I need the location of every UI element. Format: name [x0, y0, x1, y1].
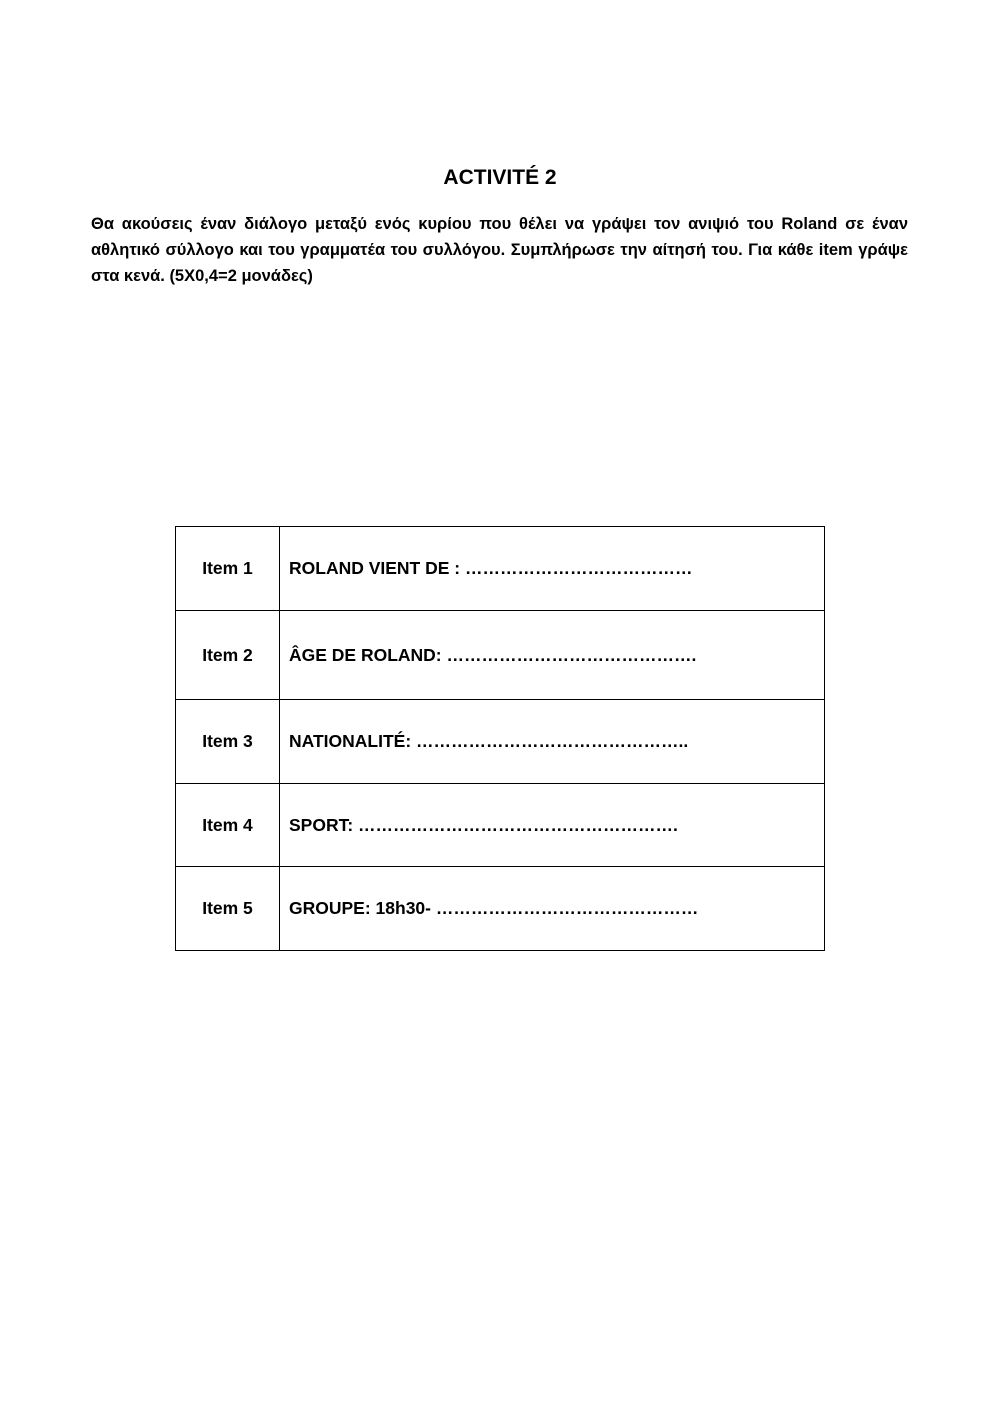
item-label: Item 2 — [176, 611, 280, 700]
item-answer-field[interactable]: ROLAND VIENT DE : ………………………………… — [280, 527, 825, 611]
item-label: Item 1 — [176, 527, 280, 611]
table-row — [176, 527, 825, 611]
answer-table — [175, 526, 825, 951]
table-row — [176, 611, 825, 700]
item-answer-field[interactable]: SPORT: ………………………………………………. — [280, 784, 825, 867]
item-answer-field[interactable]: ÂGE DE ROLAND: ……………………………………. — [280, 611, 825, 700]
page-title: ACTIVITÉ 2 — [443, 166, 557, 189]
table-row — [176, 700, 825, 784]
item-label: Item 4 — [176, 784, 280, 867]
item-answer-field[interactable]: GROUPE: 18h30- ……………………………………… — [280, 867, 825, 951]
table-row — [176, 867, 825, 951]
instructions: Θα ακούσεις έναν διάλογο μεταξύ ενός κυρίου που θέλει να γράψει τον ανιψιό του Roland σε έναν αθλητικό σύλλογο και του γραμματέα του συλλόγου. Συμπλήρωσε την αίτησή του. Για κάθε item γράψε στα κενά. (5Χ0,4=2 μονάδες) — [91, 215, 908, 285]
item-label: Item 5 — [176, 867, 280, 951]
table-row — [176, 784, 825, 867]
item-answer-field[interactable]: NATIONALITÉ: ……………………………………….. — [280, 700, 825, 784]
item-label: Item 3 — [176, 700, 280, 784]
